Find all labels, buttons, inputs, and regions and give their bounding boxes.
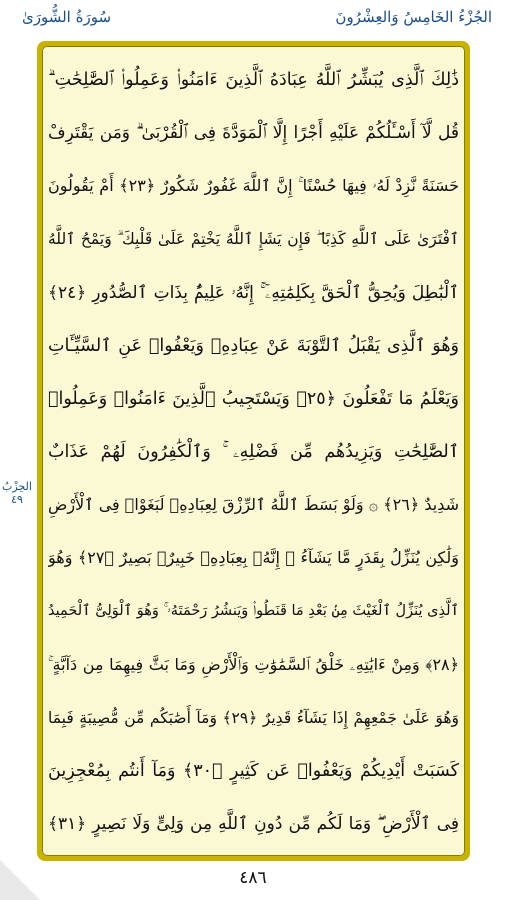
text-line: ٱلصَّٰلِحَٰتِ وَيَزِيدُهُم مِّن فَضْلِهِۦ ۚ وَٱلْكَٰفِرُونَ لَهُمْ عَذَابٌ	[48, 441, 459, 462]
text-line: وَيَعْلَمُ مَا تَفْعَلُونَ ﴿٢٥﴾ وَيَسْتَجِيبُ ٱلَّذِينَ ءَامَنُوا۟ وَعَمِلُوا۟	[48, 388, 459, 409]
hizb-marker: الحِزْبُ ٤٩	[2, 480, 32, 506]
text-line: كَسَبَتْ أَيْدِيكُمْ وَيَعْفُوا۟ عَن كَثِيرٍ ﴿٣٠﴾ وَمَآ أَنتُم بِمُعْجِزِينَ	[48, 760, 459, 781]
juz-title: الجُزْءُ الخَامِسُ وَالعِشْرُونَ	[335, 8, 492, 26]
text-line: قُل لَّآ أَسْـَٔلُكُمْ عَلَيْهِ أَجْرًا إِلَّا ٱلْمَوَدَّةَ فِى ٱلْقُرْبَىٰ ۗ وَمَن يَقْتَرِفْ	[48, 123, 459, 144]
surah-title: سُورَةُ الشُّورَىٰ	[22, 8, 112, 26]
verse-lines	[48, 54, 459, 850]
corner-shade	[0, 860, 40, 900]
text-line: حَسَنَةً نَّزِدْ لَهُۥ فِيهَا حُسْنًا ۚ إِنَّ ٱللَّهَ غَفُورٌ شَكُورٌ ﴿٢٣﴾ أَمْ يَقُولُونَ	[48, 176, 459, 196]
text-line: فِى ٱلْأَرْضِ ۖ وَمَا لَكُم مِّن دُونِ ٱللَّهِ مِن وَلِىٍّ وَلَا نَصِيرٍ ﴿٣١﴾	[48, 813, 459, 834]
text-line: ذَٰلِكَ ٱلَّذِى يُبَشِّرُ ٱللَّهُ عِبَادَهُ ٱلَّذِينَ ءَامَنُوا۟ وَعَمِلُوا۟ ٱلصَّٰلِحَٰتِ ۗ	[48, 70, 459, 90]
page-frame	[37, 41, 470, 861]
page-header	[0, 0, 506, 38]
text-line: شَدِيدٌ ﴿٢٦﴾ ۞ وَلَوْ بَسَطَ ٱللَّهُ ٱلرِّزْقَ لِعِبَادِهِۦ لَبَغَوْا۟ فِى ٱلْأَرْضِ	[48, 495, 459, 515]
text-line: وَهُوَ عَلَىٰ جَمْعِهِمْ إِذَا يَشَآءُ قَدِيرٌ ﴿٢٩﴾ وَمَآ أَصَٰبَكُم مِّن مُّصِيبَةٍ فَبِمَا	[48, 708, 459, 727]
page-number: ٤٨٦	[239, 868, 267, 888]
text-line: ٱلَّذِى يُنَزِّلُ ٱلْغَيْثَ مِنۢ بَعْدِ مَا قَنَطُوا۟ وَيَنشُرُ رَحْمَتَهُۥ ۚ وَهُوَ ٱلْوَلِىُّ ٱلْحَمِيدُ	[48, 603, 459, 620]
text-line: ٱلْبَٰطِلَ وَيُحِقُّ ٱلْحَقَّ بِكَلِمَٰتِهِۦٓ ۚ إِنَّهُۥ عَلِيمٌۢ بِذَاتِ ٱلصُّدُورِ ﴿٢٤﴾	[48, 282, 459, 303]
text-line: ﴿٢٨﴾ وَمِنْ ءَايَٰتِهِۦ خَلْقُ ٱلسَّمَٰوَٰتِ وَٱلْأَرْضِ وَمَا بَثَّ فِيهِمَا مِن دَآبَّةٍ ۚ	[48, 654, 459, 674]
text-line: وَهُوَ ٱلَّذِى يَقْبَلُ ٱلتَّوْبَةَ عَنْ عِبَادِهِۦ وَيَعْفُوا۟ عَنِ ٱلسَّيِّـَٔاتِ	[48, 335, 459, 356]
text-panel	[42, 46, 465, 856]
text-line: وَلَٰكِن يُنَزِّلُ بِقَدَرٍ مَّا يَشَآءُ ۚ إِنَّهُۥ بِعِبَادِهِۦ خَبِيرٌۢ بَصِيرٌ ﴿٢٧﴾ وَهُوَ	[48, 548, 459, 568]
text-line: ٱفْتَرَىٰ عَلَى ٱللَّهِ كَذِبًا ۖ فَإِن يَشَإِ ٱللَّهُ يَخْتِمْ عَلَىٰ قَلْبِكَ ۗ وَيَمْحُ ٱللَّهُ	[48, 230, 459, 249]
